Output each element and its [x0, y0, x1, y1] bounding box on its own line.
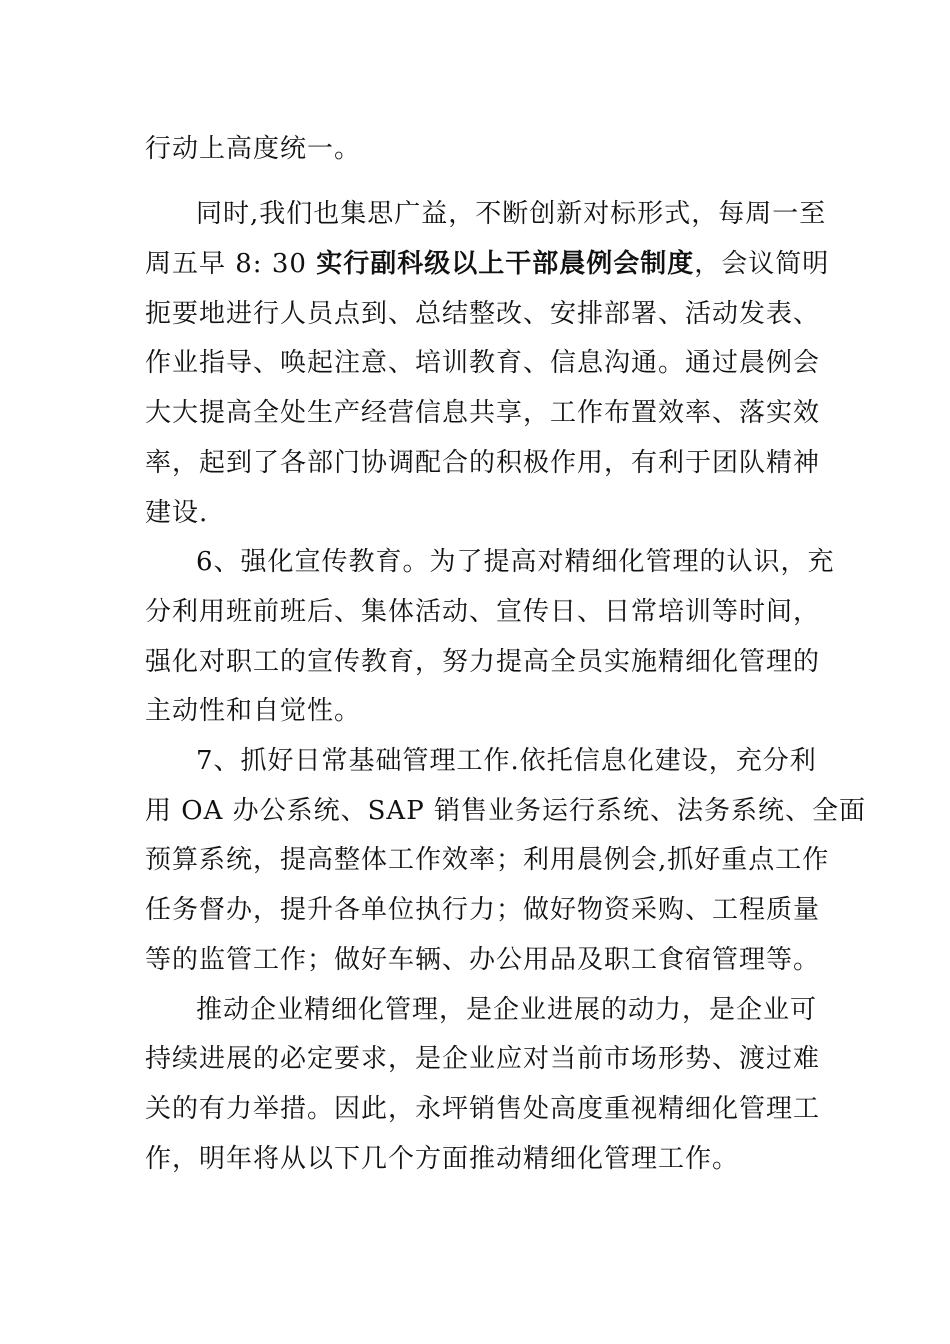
paragraph-line: 扼要地进行人员点到、总结整改、安排部署、活动发表、	[145, 299, 821, 329]
paragraph-line: 同时,我们也集思广益，不断创新对标形式，每周一至	[196, 199, 827, 229]
text-run: 周五早 8: 30	[145, 249, 317, 279]
paragraph-line: 作业指导、唤起注意、培训教育、信息沟通。通过晨例会	[145, 348, 821, 378]
paragraph-line: 作，明年将从以下几个方面推动精细化管理工作。	[145, 1144, 740, 1174]
paragraph-line: 用 OA 办公系统、SAP 销售业务运行系统、法务系统、全面	[145, 796, 866, 826]
paragraph-line: 主动性和自觉性。	[145, 696, 362, 726]
paragraph-line: 分利用班前班后、集体活动、宣传日、日常培训等时间，	[145, 597, 821, 627]
paragraph-line: 强化对职工的宣传教育，努力提高全员实施精细化管理的	[145, 647, 821, 677]
paragraph-line: 6、强化宣传教育。为了提高对精细化管理的认识，充	[196, 547, 835, 577]
paragraph-line: 持续进展的必定要求，是企业应对当前市场形势、渡过难	[145, 1044, 821, 1074]
paragraph-line: 等的监管工作；做好车辆、办公用品及职工食宿管理等。	[145, 945, 821, 975]
paragraph-line	[145, 247, 830, 281]
paragraph-line: 预算系统，提高整体工作效率；利用晨例会,抓好重点工作	[145, 845, 830, 875]
paragraph-line: 推动企业精细化管理，是企业进展的动力，是企业可	[196, 995, 818, 1025]
paragraph-line: 建设.	[145, 498, 209, 528]
paragraph-line: 关的有力举措。因此，永坪销售处高度重视精细化管理工	[145, 1094, 821, 1124]
paragraph-line: 大大提高全处生产经营信息共享，工作布置效率、落实效	[145, 398, 821, 428]
bold-text-run: 实行副科级以上干部晨例会制度	[316, 249, 695, 279]
paragraph-line: 7、抓好日常基础管理工作.依托信息化建设，充分利	[196, 746, 817, 776]
text-run: ，会议简明	[694, 249, 830, 279]
paragraph-line: 率，起到了各部门协调配合的积极作用，有利于团队精神	[145, 448, 821, 478]
paragraph-line: 行动上高度统一。	[145, 134, 362, 164]
paragraph-line: 任务督办，提升各单位执行力；做好物资采购、工程质量	[145, 895, 821, 925]
